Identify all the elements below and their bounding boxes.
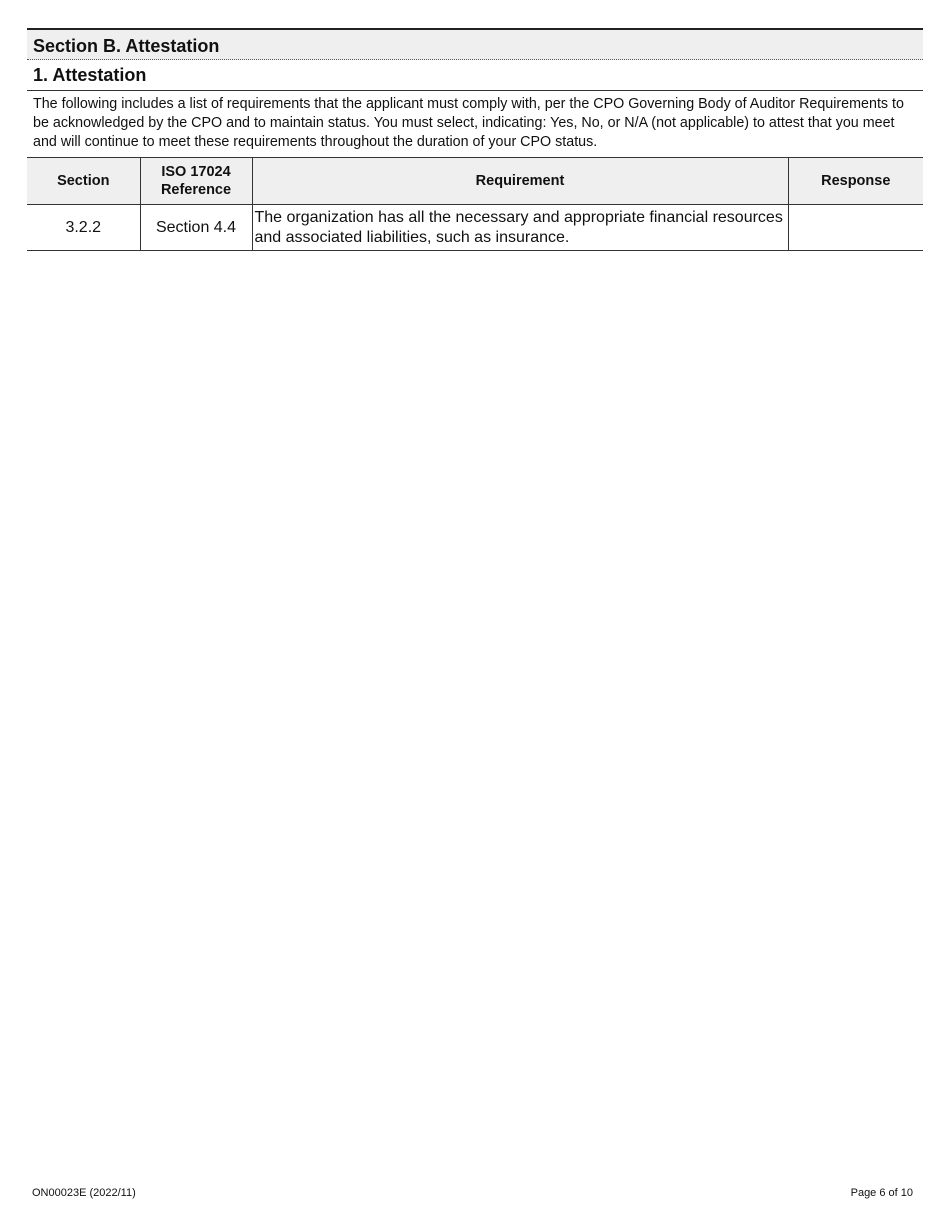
table-row <box>27 205 923 251</box>
page-number: Page 6 of 10 <box>850 1187 913 1199</box>
header-requirement: Requirement <box>252 158 788 205</box>
attestation-section <box>27 28 923 251</box>
cell-response[interactable] <box>788 205 923 251</box>
header-section: Section <box>27 158 140 205</box>
section-title: Section B. Attestation <box>27 28 923 60</box>
requirements-table <box>27 157 923 251</box>
header-response: Response <box>788 158 923 205</box>
cell-requirement: The organization has all the necessary and appropriate financial resources and associated liabilities, such as insurance. <box>252 205 788 251</box>
intro-paragraph: The following includes a list of requirements that the applicant must comply with, per the CPO Governing Body of Auditor Requirements to be acknowledged by the CPO and to maintain status. You must select, indicating: Yes, No, or N/A (not applicable) to attest that you meet and will continue to meet these requirements throughout the duration of your CPO status. <box>33 96 904 150</box>
cell-section: 3.2.2 <box>27 205 140 251</box>
form-id: ON00023E (2022/11) <box>32 1187 136 1199</box>
header-iso-reference: ISO 17024 Reference <box>140 158 252 205</box>
subsection-title: 1. Attestation <box>27 60 923 91</box>
table-header-row <box>27 158 923 205</box>
cell-iso-reference: Section 4.4 <box>140 205 252 251</box>
